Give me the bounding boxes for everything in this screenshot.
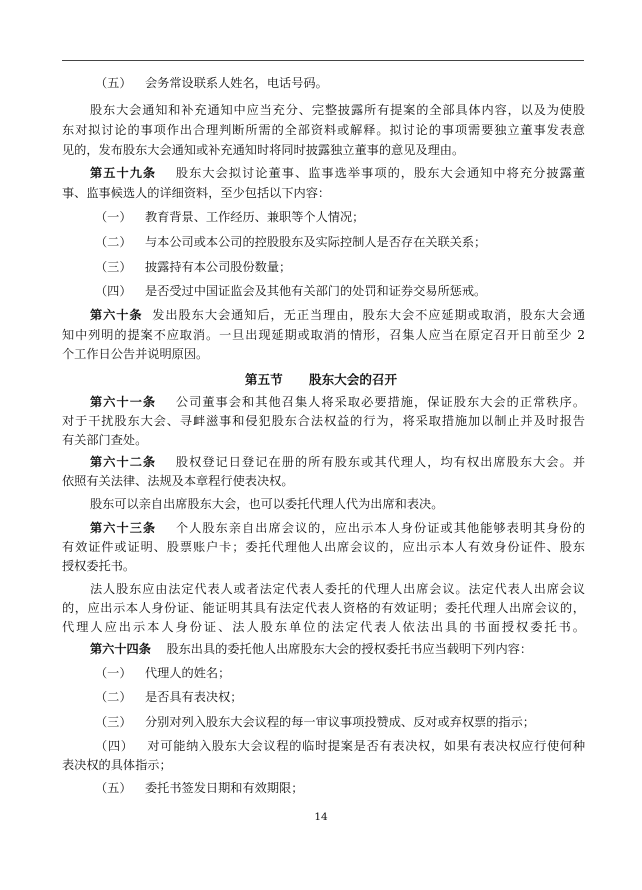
list-item <box>95 284 486 299</box>
item-text: 委托书签发日期和有效期限； <box>145 781 304 795</box>
article-number: 第六十四条 <box>90 642 151 656</box>
list-item <box>95 260 291 275</box>
list-item <box>95 666 230 681</box>
item-text: 对可能纳入股东大会议程的临时提案是否有表决权，如果有表决权应行使何种 <box>147 739 586 753</box>
paragraph-line: 对于干扰股东大会、寻衅滋事和侵犯股东合法权益的行为，将采取措施加以制止并及时报告 <box>62 414 585 428</box>
item-text: 是否受过中国证监会及其他有关部门的处罚和证券交易所惩戒。 <box>145 284 487 298</box>
item-text: 代理人的姓名； <box>145 666 231 680</box>
paragraph-line: 有效证件或证明、股票账户卡；委托代理他人出席会议的，应出示本人有效身份证件、股东 <box>62 540 585 554</box>
article-text: 股东大会拟讨论董事、监事选举事项的，股东大会通知中将充分披露董 <box>175 166 586 180</box>
paragraph-line: 股东可以亲自出席股东大会，也可以委托代理人代为出席和表决。 <box>90 497 444 511</box>
article-61 <box>90 395 585 410</box>
section-number: 第五节 <box>244 372 283 387</box>
item-number: （一） <box>95 666 132 680</box>
section-heading <box>0 372 642 387</box>
article-64 <box>90 642 532 657</box>
list-item <box>95 690 243 705</box>
article-number: 第六十条 <box>90 308 143 322</box>
article-text: 发出股东大会通知后，无正当理由，股东大会不应延期或取消，股东大会通 <box>152 308 586 322</box>
section-title: 股东大会的召开 <box>308 372 398 387</box>
item-number: （五） <box>95 781 132 795</box>
paragraph-line: 的，应出示本人身份证、能证明其具有法定代表人资格的有效证明；委托代理人出席会议的， <box>62 601 585 615</box>
article-text: 公司董事会和其他召集人将采取必要措施，保证股东大会的正常秩序。 <box>175 395 586 409</box>
item-number: （一） <box>95 210 132 224</box>
article-text: 股东出具的委托他人出席股东大会的授权委托书应当载明下列内容： <box>166 642 533 656</box>
page-number: 14 <box>314 811 328 823</box>
paragraph-line: 见的，发布股东大会通知或补充通知时将同时披露独立董事的意见及理由。 <box>62 143 465 157</box>
list-item <box>95 715 535 730</box>
article-62 <box>90 455 585 470</box>
article-63 <box>90 521 585 536</box>
item-number: （五） <box>95 76 132 90</box>
article-60 <box>90 308 585 323</box>
item-number: （四） <box>95 284 132 298</box>
item-text: 披露持有本公司股份数量； <box>145 260 292 274</box>
article-text: 股权登记日登记在册的所有股东或其代理人，均有权出席股东大会。并 <box>175 455 586 469</box>
item-text: 是否具有表决权； <box>145 690 243 704</box>
paragraph-line: 有关部门查处。 <box>62 433 148 447</box>
list-item <box>95 781 303 796</box>
item-number: （二） <box>95 235 132 249</box>
paragraph-line: 授权委托书。 <box>62 559 136 573</box>
item-number: （三） <box>95 260 132 274</box>
paragraph-line: 东对拟讨论的事项作出合理判断所需的全部资料或解释。拟讨论的事项需要独立董事发表意 <box>62 123 585 137</box>
article-number: 第六十三条 <box>90 521 157 535</box>
paragraph-line: 代理人应出示本人身份证、法人股东单位的法定代表人依法出具的书面授权委托书。 <box>62 620 585 634</box>
item-number: （二） <box>95 690 132 704</box>
paragraph-line: 股东大会通知和补充通知中应当充分、完整披露所有提案的全部具体内容，以及为使股 <box>90 103 585 117</box>
paragraph-line: 知中列明的提案不应取消。一旦出现延期或取消的情形，召集人应当在原定召开日前至少 2 <box>62 328 585 342</box>
list-item <box>95 76 328 91</box>
list-item <box>95 739 585 754</box>
item-number: （三） <box>95 715 132 729</box>
item-text: 分别对列入股东大会议程的每一审议事项投赞成、反对或弃权票的指示； <box>145 715 535 729</box>
article-text: 个人股东亲自出席会议的，应出示本人身份证或其他能够表明其身份的 <box>175 521 586 535</box>
article-number: 第六十一条 <box>90 395 157 409</box>
list-item <box>95 210 364 225</box>
item-text: 与本公司或本公司的控股股东及实际控制人是否存在关联关系； <box>145 235 487 249</box>
paragraph-line: 个工作日公告并说明原因。 <box>62 347 209 361</box>
paragraph-line: 法人股东应由法定代表人或者法定代表人委托的代理人出席会议。法定代表人出席会议 <box>90 582 585 596</box>
paragraph-line: 表决权的具体指示； <box>62 758 172 772</box>
item-text: 会务常设联系人姓名，电话号码。 <box>145 76 328 90</box>
item-number: （四） <box>95 739 134 753</box>
header-rule <box>62 60 584 61</box>
article-number: 第五十九条 <box>90 166 157 180</box>
paragraph-line: 事、监事候选人的详细资料，至少包括以下内容： <box>62 186 331 200</box>
item-text: 教育背景、工作经历、兼职等个人情况； <box>145 210 365 224</box>
paragraph-line: 依照有关法律、法规及本章程行使表决权。 <box>62 474 294 488</box>
list-item <box>95 235 486 250</box>
article-59 <box>90 166 585 181</box>
article-number: 第六十二条 <box>90 455 157 469</box>
